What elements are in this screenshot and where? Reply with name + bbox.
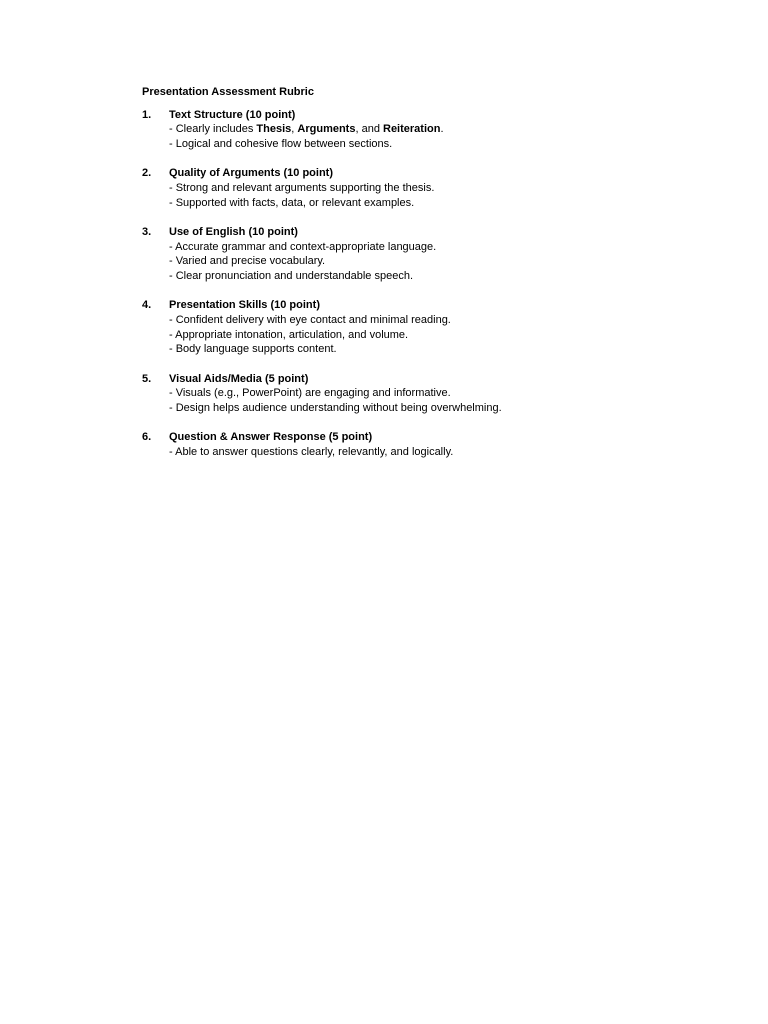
document-title: Presentation Assessment Rubric — [142, 86, 314, 98]
criterion-number: 1. — [142, 108, 152, 121]
rubric-document — [142, 85, 662, 474]
criterion-heading: Visual Aids/Media (5 point) — [169, 372, 309, 385]
criterion-visual-aids — [142, 372, 662, 416]
bullet-item: - Appropriate intonation, articulation, and volume. — [169, 328, 409, 341]
bullet-text: , and — [355, 123, 383, 136]
criterion-heading: Text Structure (10 point) — [169, 108, 296, 121]
criterion-heading: Presentation Skills (10 point) — [169, 299, 320, 312]
bullet-item: - Logical and cohesive flow between sections. — [169, 138, 393, 151]
criterion-bullets — [169, 445, 662, 460]
bullet-bold-term: Arguments — [297, 123, 356, 136]
criteria-list — [142, 108, 662, 460]
criterion-heading: Quality of Arguments (10 point) — [169, 167, 333, 180]
bullet-bold-term: Reiteration — [383, 123, 441, 136]
criterion-presentation-skills — [142, 298, 662, 357]
bullet-bold-term: Thesis — [256, 123, 292, 136]
bullet-text: , — [291, 123, 298, 136]
bullet-item: - Confident delivery with eye contact and minimal reading. — [169, 313, 451, 326]
bullet-text: - Clearly includes — [169, 123, 257, 136]
bullet-item: - Strong and relevant arguments supporting the thesis. — [169, 182, 435, 195]
bullet-item: - Visuals (e.g., PowerPoint) are engaging and informative. — [169, 387, 451, 400]
criterion-bullets — [169, 181, 662, 210]
bullet-item: - Varied and precise vocabulary. — [169, 255, 326, 268]
criterion-bullets — [169, 313, 662, 357]
bullet-item — [169, 122, 662, 137]
bullet-item: - Clear pronunciation and understandable speech. — [169, 270, 413, 283]
criterion-heading: Use of English (10 point) — [169, 225, 298, 238]
criterion-heading: Question & Answer Response (5 point) — [169, 431, 373, 444]
bullet-item: - Able to answer questions clearly, relevantly, and logically. — [169, 445, 454, 458]
criterion-number: 6. — [142, 431, 152, 444]
bullet-item: - Accurate grammar and context-appropriate language. — [169, 240, 437, 253]
criterion-bullets — [169, 240, 662, 284]
criterion-bullets — [169, 122, 662, 151]
criterion-quality-of-arguments — [142, 166, 662, 210]
bullet-text: . — [440, 123, 444, 136]
criterion-number: 3. — [142, 225, 152, 238]
criterion-use-of-english — [142, 225, 662, 284]
criterion-number: 5. — [142, 372, 152, 385]
criterion-number: 4. — [142, 299, 152, 312]
criterion-text-structure — [142, 108, 662, 152]
bullet-item: - Design helps audience understanding without being overwhelming. — [169, 401, 502, 414]
criterion-bullets — [169, 386, 662, 415]
bullet-item: - Body language supports content. — [169, 343, 337, 356]
bullet-item: - Supported with facts, data, or relevant examples. — [169, 196, 415, 209]
criterion-number: 2. — [142, 167, 152, 180]
criterion-question-answer — [142, 430, 662, 459]
